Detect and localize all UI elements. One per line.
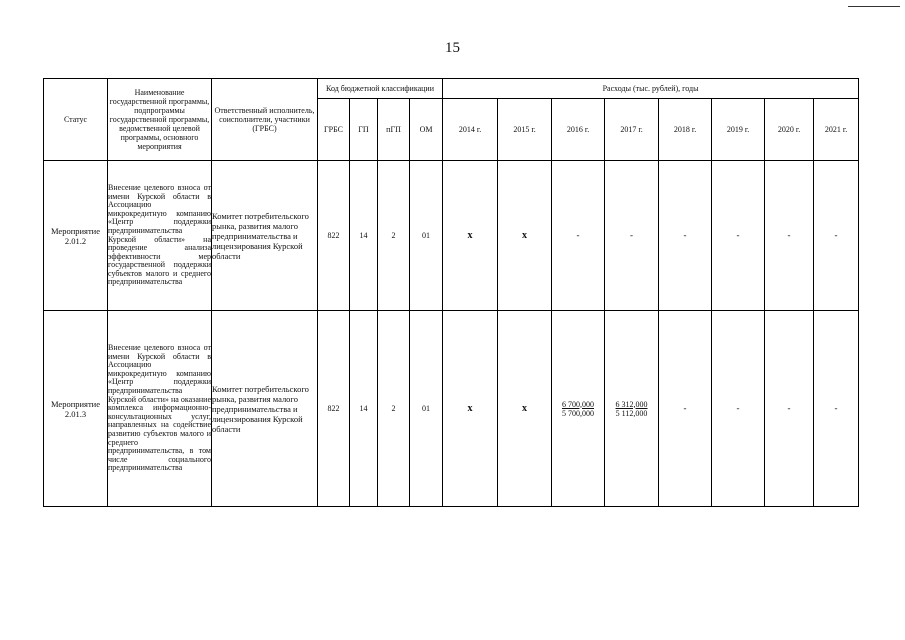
row-2019: - bbox=[712, 311, 765, 507]
header-year-2014: 2014 г. bbox=[443, 99, 498, 161]
row-2017-value-1: 6 312,000 bbox=[615, 399, 648, 409]
table-row-2-01-2 bbox=[44, 161, 859, 311]
header-year-2017: 2017 г. bbox=[605, 99, 659, 161]
row-om: 01 bbox=[410, 311, 443, 507]
row-2020: - bbox=[765, 311, 814, 507]
row-2016-value-2: 5 700,000 bbox=[562, 408, 595, 418]
row-2017: - bbox=[605, 161, 659, 311]
header-year-2020: 2020 г. bbox=[765, 99, 814, 161]
header-budget-code: Код бюджетной классификации bbox=[318, 79, 443, 99]
row-status: Мероприятие 2.01.3 bbox=[44, 311, 108, 507]
header-responsible: Ответственный исполнитель, соисполнители, участники (ГРБС) bbox=[212, 79, 318, 161]
row-2018: - bbox=[659, 311, 712, 507]
row-responsible: Комитет потребительского рынка, развития малого предпринимательства и лицензирования Курской области bbox=[212, 161, 318, 311]
top-rule bbox=[848, 6, 900, 7]
header-year-2019: 2019 г. bbox=[712, 99, 765, 161]
header-name: Наименование государственной программы, подпрограммы государственной программы, ведомственной целевой программы, основного мероприятия bbox=[108, 79, 212, 161]
row-grbs: 822 bbox=[318, 161, 350, 311]
row-2015: x bbox=[498, 161, 552, 311]
header-status: Статус bbox=[44, 79, 108, 161]
row-2021: - bbox=[814, 311, 859, 507]
budget-table bbox=[43, 78, 859, 507]
header-expenses: Расходы (тыс. рублей), годы bbox=[443, 79, 859, 99]
header-grbs: ГРБС bbox=[318, 99, 350, 161]
header-gp: ГП bbox=[350, 99, 378, 161]
row-2016: - bbox=[552, 161, 605, 311]
header-om: ОМ bbox=[410, 99, 443, 161]
row-name: Внесение целевого взноса от имени Курской области в Ассоциацию микрокредитную компанию «Центр поддержки предпринимательства Курской области» на проведение анализа эффективности мер государственной поддержки субъектов малого и среднего предпринимательства bbox=[108, 161, 212, 311]
row-status: Мероприятие 2.01.2 bbox=[44, 161, 108, 311]
row-2017-value-2: 5 112,000 bbox=[615, 408, 648, 418]
header-year-2021: 2021 г. bbox=[814, 99, 859, 161]
table-row-2-01-3 bbox=[44, 311, 859, 507]
row-2014: x bbox=[443, 311, 498, 507]
header-year-2018: 2018 г. bbox=[659, 99, 712, 161]
row-grbs: 822 bbox=[318, 311, 350, 507]
row-2019: - bbox=[712, 161, 765, 311]
row-gp: 14 bbox=[350, 311, 378, 507]
header-year-2015: 2015 г. bbox=[498, 99, 552, 161]
row-pgp: 2 bbox=[378, 161, 410, 311]
header-pgp: пГП bbox=[378, 99, 410, 161]
header-row-top bbox=[44, 79, 859, 99]
page-number: 15 bbox=[445, 40, 460, 56]
row-gp: 14 bbox=[350, 161, 378, 311]
header-year-2016: 2016 г. bbox=[552, 99, 605, 161]
row-responsible: Комитет потребительского рынка, развития малого предпринимательства и лицензирования Курской области bbox=[212, 311, 318, 507]
row-2015: x bbox=[498, 311, 552, 507]
row-2018: - bbox=[659, 161, 712, 311]
row-2016-value-1: 6 700,000 bbox=[562, 399, 595, 409]
row-2017 bbox=[605, 311, 659, 507]
row-pgp: 2 bbox=[378, 311, 410, 507]
row-2014: x bbox=[443, 161, 498, 311]
row-2016 bbox=[552, 311, 605, 507]
row-om: 01 bbox=[410, 161, 443, 311]
row-2021: - bbox=[814, 161, 859, 311]
row-2020: - bbox=[765, 161, 814, 311]
row-name: Внесение целевого взноса от имени Курской области в Ассоциацию микрокредитную компанию «Центр поддержки предпринимательства Курской области» на оказание комплекса информационно-консультационных услуг, направленных на содействие развитию субъектов малого и среднего предпринимательства, в том числе социального предпринимательства bbox=[108, 311, 212, 507]
